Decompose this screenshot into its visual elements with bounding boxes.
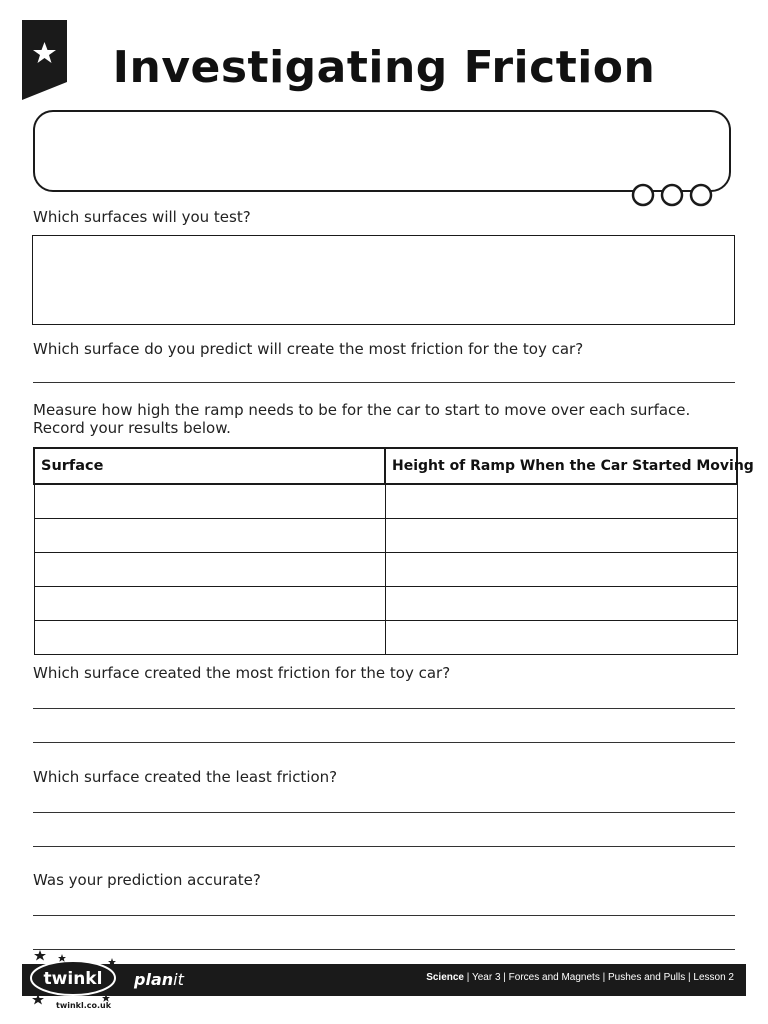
question-surfaces: Which surfaces will you test? <box>33 208 251 226</box>
table-cell[interactable] <box>385 484 737 518</box>
question-least-friction: Which surface created the least friction? <box>33 768 338 786</box>
table-cell[interactable] <box>385 552 737 586</box>
instructions-line2: Record your results below. <box>33 419 231 437</box>
question-most-friction: Which surface created the most friction for the toy car? <box>33 664 451 682</box>
table-row <box>34 586 737 620</box>
footer-breadcrumb <box>426 972 734 983</box>
answer-line[interactable] <box>33 742 735 743</box>
answer-line[interactable] <box>33 382 735 383</box>
question-prediction-accurate: Was your prediction accurate? <box>33 871 261 889</box>
question-prediction: Which surface do you predict will create the most friction for the toy car? <box>33 340 584 358</box>
answer-line[interactable] <box>33 915 735 916</box>
answer-line[interactable] <box>33 812 735 813</box>
table-cell[interactable] <box>385 518 737 552</box>
table-header-row <box>34 448 737 484</box>
results-table <box>33 447 754 655</box>
logo-text: twinkl <box>43 969 103 989</box>
twinkl-url: twinkl.co.uk <box>56 1001 112 1010</box>
footer-path: | Year 3 | Forces and Magnets | Pushes and Pulls | Lesson 2 <box>464 972 734 983</box>
table-cell[interactable] <box>34 518 385 552</box>
table-cell[interactable] <box>34 620 385 654</box>
page-title: Investigating Friction <box>112 42 656 93</box>
answer-line[interactable] <box>33 708 735 709</box>
table-cell[interactable] <box>34 484 385 518</box>
planit-plan: plan <box>134 970 174 989</box>
instructions-line1: Measure how high the ramp needs to be for the car to start to move over each surface. <box>33 401 691 419</box>
table-row <box>34 552 737 586</box>
answer-line[interactable] <box>33 846 735 847</box>
surfaces-answer-box[interactable] <box>32 235 735 325</box>
table-cell[interactable] <box>34 552 385 586</box>
answer-line[interactable] <box>33 949 735 950</box>
table-cell[interactable] <box>385 620 737 654</box>
name-box[interactable] <box>33 110 731 192</box>
table-row <box>34 518 737 552</box>
decorative-rings-icon <box>630 182 714 208</box>
header-surface: Surface <box>34 448 385 484</box>
footer-subject: Science <box>426 972 464 983</box>
planit-it: it <box>173 970 184 989</box>
table-row <box>34 620 737 654</box>
table-row <box>34 484 737 518</box>
header-ramp-height: Height of Ramp When the Car Started Moving <box>385 448 737 484</box>
table-cell[interactable] <box>34 586 385 620</box>
planit-logo <box>134 970 184 989</box>
table-cell[interactable] <box>385 586 737 620</box>
